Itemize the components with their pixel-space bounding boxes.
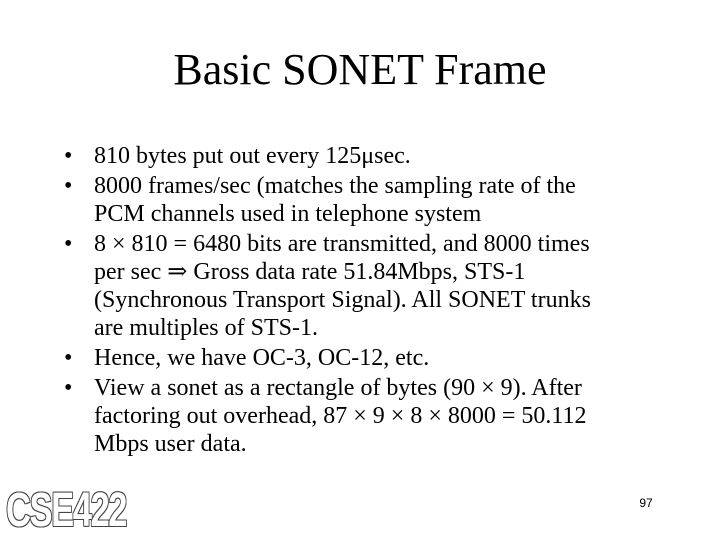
bullet-icon: • [64, 345, 73, 371]
bullet-line: (Synchronous Transport Signal). All SONET trunks [94, 287, 591, 313]
bullet-line: 8000 frames/sec (matches the sampling rate of the [94, 173, 576, 199]
bullet-line: PCM channels used in telephone system [94, 201, 482, 227]
bullet-icon: • [64, 143, 73, 169]
bullet-item [64, 230, 694, 342]
page-number: 97 [639, 496, 653, 510]
bullet-line: per sec ⇒ Gross data rate 51.84Mbps, STS-1 [94, 259, 526, 285]
bullet-line: factoring out overhead, 87 × 9 × 8 × 8000 = 50.112 [94, 403, 587, 429]
bullet-list [64, 142, 694, 460]
bullet-line: 810 bytes put out every 125μsec. [94, 143, 411, 169]
slide-title: Basic SONET Frame [173, 45, 547, 94]
bullet-line: 8 × 810 = 6480 bits are transmitted, and 8000 times [94, 231, 590, 257]
course-logo: CSE422 [6, 484, 127, 537]
bullet-item [64, 344, 694, 372]
bullet-line: Hence, we have OC-3, OC-12, etc. [94, 345, 430, 371]
bullet-line: are multiples of STS-1. [94, 315, 318, 341]
bullet-item [64, 142, 694, 170]
bullet-item [64, 172, 694, 228]
bullet-icon: • [64, 231, 73, 257]
bullet-line: View a sonet as a rectangle of bytes (90 × 9). After [94, 375, 582, 401]
bullet-line: Mbps user data. [94, 431, 247, 457]
bullet-item [64, 374, 694, 458]
bullet-icon: • [64, 173, 73, 199]
bullet-icon: • [64, 375, 73, 401]
